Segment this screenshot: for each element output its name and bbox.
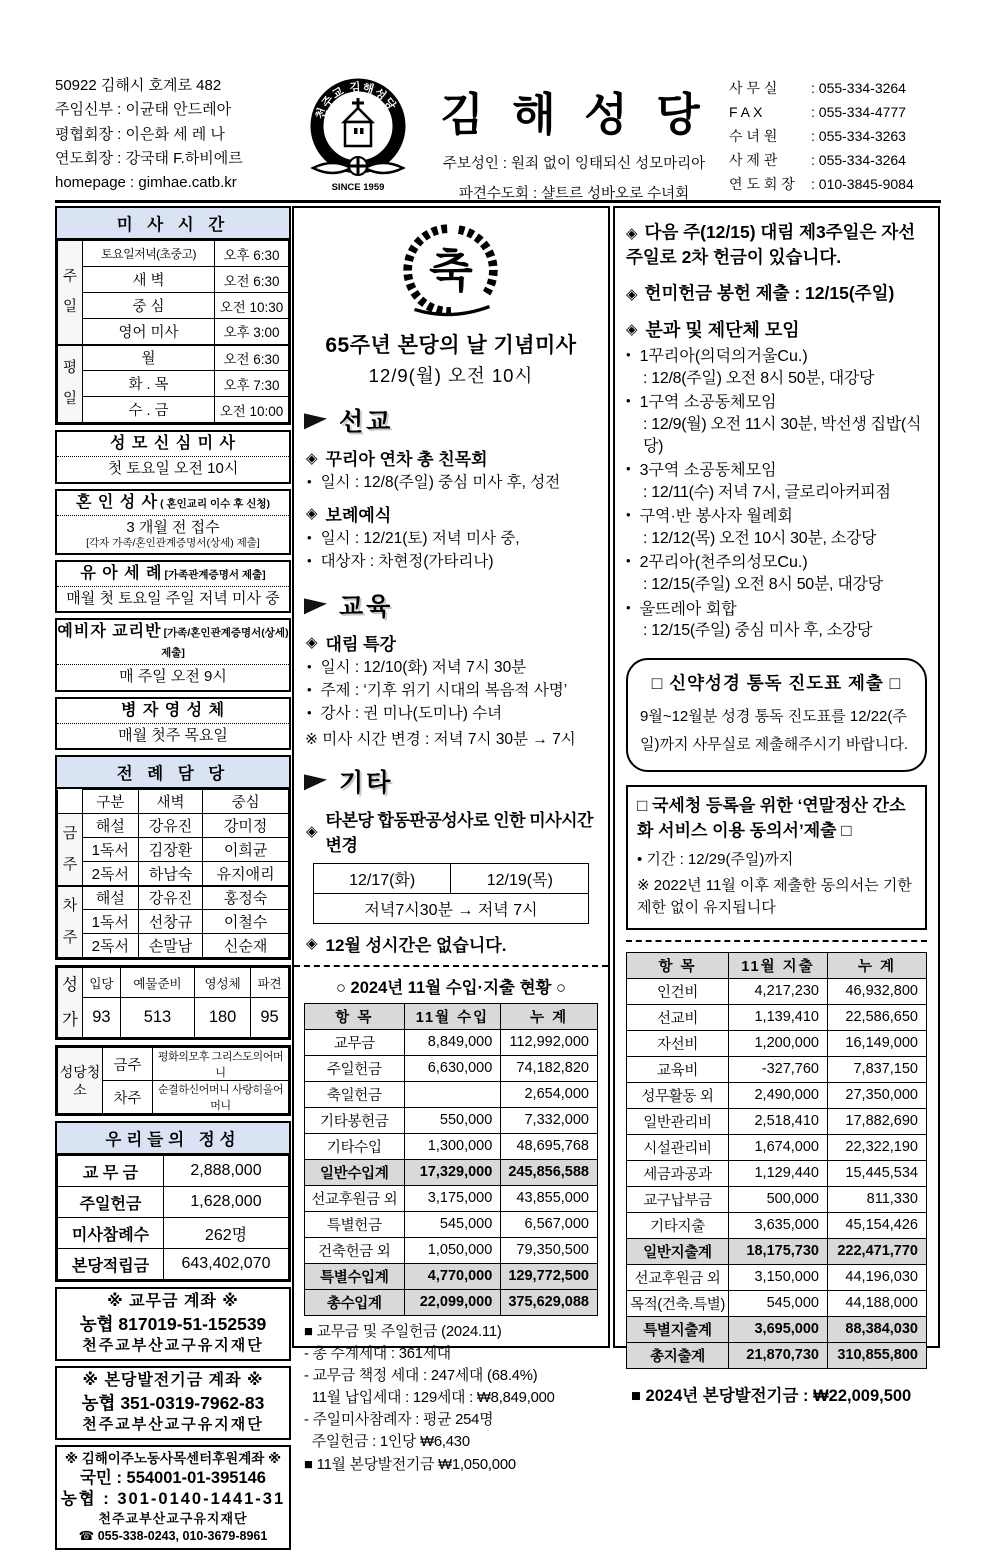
contact-row — [729, 124, 941, 148]
contact-label: 수 녀 원 — [729, 128, 778, 145]
migrant-center-account-box: ※ 김해이주노동사목센터후원계좌 ※ 국민 : 554001-01-395146 농협 : 301-0140-1441-31 천주교부산교구유지재단 ☎ 055-338-0243, 010-3679-8961 — [55, 1445, 291, 1550]
table-row: 성가 입당 예물준비 영성체 파견 — [58, 968, 289, 998]
info-section-box — [55, 618, 291, 692]
liturgy-title: 전 례 담 당 — [57, 757, 289, 789]
mass-times-box — [55, 206, 291, 425]
celebration-wreath-icon — [401, 220, 501, 320]
income-row: 건축헌금 외 1,050,000 79,350,500 — [305, 1237, 598, 1263]
expense-row: 일반관리비 2,518,410 17,882,690 — [627, 1108, 927, 1134]
contact-number: : 010-3845-9084 — [811, 176, 914, 193]
contact-row — [729, 148, 941, 172]
contact-number: : 055-334-4777 — [811, 104, 906, 121]
expense-row: 시설관리비 1,674,000 22,322,190 — [627, 1134, 927, 1160]
info-section-body: 매월 첫주 목요일 — [118, 726, 228, 744]
expense-row: 총지출계 21,870,730 310,855,800 — [627, 1342, 927, 1368]
contact-label: F A X — [729, 104, 763, 121]
hymns-box — [55, 965, 291, 1040]
expense-table — [626, 952, 927, 1369]
finance-title: ○ 2024년 11월 수입·지출 현황 ○ — [335, 978, 566, 997]
table-row: 영어 미사 오후 3:00 — [58, 319, 289, 345]
finance-note-line: 11월 납입세대 : 129세대 : ₩8,849,000 — [304, 1390, 555, 1407]
svg-text:축: 축 — [429, 245, 473, 297]
contact-list — [729, 72, 941, 198]
income-row: 선교후원금 외 3,175,000 43,855,000 — [305, 1185, 598, 1211]
income-row: 주일헌금 6,630,000 74,182,820 — [305, 1055, 598, 1081]
mission-item-curia: ◈ 꾸리아 연차 총 친목회 • 일시 : 12/8(주일) 중심 미사 후, 성전 — [304, 445, 598, 494]
diamond-icon: ◈ — [306, 935, 318, 953]
table-row: 성당청소 금주 평화의모후 그리스도의어머니 — [58, 1048, 289, 1081]
table-row: 새 벽 오전 6:30 — [58, 267, 289, 293]
list-item: • 구역·반 봉사자 월례회 : 12/12(목) 오전 10시 30분, 소강당 — [626, 507, 877, 547]
bullet-line: • 주제 : ‘기후 위기 시대의 복음적 사명’ — [307, 681, 598, 702]
info-section-title: 예비자 교리반 [가족/혼인관계증명서(상세) 제출] — [57, 620, 289, 665]
table-row: 2독서 하남숙 유지애리 — [58, 862, 289, 886]
table-row: 평일 월 오전 6:30 — [58, 345, 289, 371]
contact-number: : 055-334-3264 — [811, 152, 906, 169]
bible-reading-box: □ 신약성경 통독 진도표 제출 □ 9월~12월분 성경 통독 진도표를 12/22(주일)까지 사무실로 제출해주시기 바랍니다. — [626, 658, 927, 773]
development-fund-account-box: ※ 본당발전기금 계좌 ※ 농협 351-0319-7962-83 천주교부산교구유지재단 — [55, 1366, 291, 1440]
tax-consent-box: □ 국세청 등록을 위한 ‘연말정산 간소화 서비스 이용 동의서’제출 □ • 기간 : 12/29(주일)까지 ※ 2022년 11월 이후 제출한 동의서는 기한 제한 없이 유지됩니다 — [626, 785, 927, 930]
bullet-icon: • — [307, 658, 312, 674]
mass-times-table — [57, 240, 289, 423]
bullet-icon: • — [626, 507, 631, 523]
anniversary-title: 65주년 본당의 날 기념미사 — [325, 334, 577, 357]
time-change-table — [313, 863, 589, 924]
anniversary-banner — [304, 216, 598, 388]
weekday-group-label: 평일 — [58, 345, 83, 423]
info-section-body: 3 개월 전 접수 [각자 가족/혼인관계증명서(상세) 제출] — [86, 518, 260, 549]
info-section-box — [55, 430, 291, 484]
expense-row: 선교후원금 외 3,150,000 44,196,030 — [627, 1264, 927, 1290]
finance-note-line: - 총 수계세대 : 361세대 — [304, 1345, 452, 1362]
arrow-icon — [304, 595, 327, 614]
section-heading-etc: 기타 — [304, 763, 598, 799]
right-column — [613, 206, 940, 1405]
table-row: 본당적립금 643,402,070 — [58, 1249, 289, 1280]
income-row: 총수입계 22,099,000 375,629,088 — [305, 1289, 598, 1315]
expense-row: 인건비 4,217,230 46,932,800 — [627, 978, 927, 1004]
svg-text:천주교 김해성당: 천주교 김해성당 — [314, 81, 398, 121]
parish-title-block — [419, 72, 729, 202]
expense-row: 교육비 -327,760 7,837,150 — [627, 1056, 927, 1082]
contact-label: 사 무 실 — [729, 80, 778, 96]
contact-row — [729, 76, 941, 100]
table-row: 주일헌금 1,628,000 — [58, 1187, 289, 1218]
hymns-table — [57, 967, 289, 1038]
table-row: 2독서 손말남 신순재 — [58, 934, 289, 958]
info-sections — [55, 430, 291, 750]
info-section-title: 성 모 신 심 미 사 — [57, 432, 289, 457]
parish-title: 김 해 성 당 — [440, 89, 708, 140]
expense-row: 성무활동 외 2,490,000 27,350,000 — [627, 1082, 927, 1108]
expense-row: 목적(건축.특별) 545,000 44,188,000 — [627, 1290, 927, 1316]
etc-item-time-change: ◈ 타본당 합동판공성사로 인한 미사시간변경 12/17(화) 12/19(목) 저녁7시30분 → 저녁 7시 ◈ 12월 성시간은 없습니다. — [304, 806, 598, 956]
parish-info-line: 주임신부 : 이균태 안드레아 — [55, 101, 232, 119]
expense-row: 자선비 1,200,000 16,149,000 — [627, 1030, 927, 1056]
diamond-icon: ◈ — [306, 822, 318, 840]
bullet-line: • 일시 : 12/10(화) 저녁 7시 30분 — [307, 658, 598, 679]
bullet-line: • 일시 : 12/21(토) 저녁 미사 중, — [307, 529, 598, 550]
cleaning-box — [55, 1045, 291, 1116]
table-row: 화 . 목 오후 7:30 — [58, 371, 289, 397]
bullet-icon: • — [307, 704, 312, 720]
table-row: 1독서 선창규 이철수 — [58, 910, 289, 934]
contact-row — [729, 172, 941, 196]
svg-text:SINCE 1959: SINCE 1959 — [331, 182, 385, 193]
expense-row: 특별지출계 3,695,000 88,384,030 — [627, 1316, 927, 1342]
mass-times-title: 미 사 시 간 — [57, 208, 289, 240]
table-row: 차주 순결하신어머니 사랑히올어머니 — [58, 1081, 289, 1114]
bullet-icon: • — [626, 461, 631, 477]
gyomugeum-account-box: ※ 교무금 계좌 ※ 농협 817019-51-152539 천주교부산교구유지재단 — [55, 1287, 291, 1361]
table-row: 저녁7시30분 → 저녁 7시 — [313, 893, 588, 923]
arrow-icon — [304, 771, 327, 790]
contact-row — [729, 100, 941, 124]
parish-info — [55, 72, 297, 198]
info-section-title: 병 자 영 성 체 — [57, 699, 289, 724]
meetings-list — [626, 346, 927, 642]
parish-info-line: 연도회장 : 강국태 F.하비에르 — [55, 149, 243, 167]
dashed-divider — [626, 940, 927, 942]
finance-notes — [304, 1321, 598, 1476]
parish-info-line: 평협회장 : 이은화 세 레 나 — [55, 125, 225, 143]
finance-note-line: - 교무금 책정 세대 : 247세대 (68.4%) — [304, 1367, 538, 1384]
income-table — [304, 1003, 598, 1316]
table-row: 93 513 180 95 — [58, 998, 289, 1038]
offerings-box — [55, 1121, 291, 1282]
contact-number: : 055-334-3263 — [811, 128, 906, 145]
diamond-icon: ◈ — [626, 225, 638, 242]
diamond-icon: ◈ — [306, 634, 318, 652]
mass-time-change-note: ※ 미사 시간 변경 : 저녁 7시 30분 → 7시 — [305, 730, 576, 748]
list-item: • 울뜨레아 회합 : 12/15(주일) 중심 미사 후, 소강당 — [626, 599, 873, 640]
info-section-title: 혼 인 성 사 ( 혼인교리 이수 후 신청) — [57, 491, 289, 516]
offerings-table — [57, 1155, 289, 1280]
income-row: 특별수입계 4,770,000 129,772,500 — [305, 1263, 598, 1289]
table-row: 교 무 금 2,888,000 — [58, 1156, 289, 1187]
finance-note-line: ■ 교무금 및 주일헌금 (2024.11) — [304, 1323, 502, 1340]
income-row: 기타봉헌금 550,000 7,332,000 — [305, 1107, 598, 1133]
church-emblem-icon — [299, 72, 417, 194]
charity-sunday-notice: ◈ 다음 주(12/15) 대림 제3주일은 자선주일로 2차 헌금이 있습니다. — [626, 222, 916, 268]
arrow-icon — [304, 411, 327, 430]
patron-line: 주보성인 : 원죄 없이 잉태되신 성모마리아 — [442, 156, 706, 172]
list-item: • 3구역 소공동체모임 : 12/11(수) 저녁 7시, 글로리아커피점 — [626, 461, 891, 501]
bullet-icon: • — [626, 347, 631, 363]
expense-row: 교구납부금 500,000 811,330 — [627, 1186, 927, 1212]
table-row: 미사참례수 262명 — [58, 1218, 289, 1249]
bullet-icon: • — [626, 393, 631, 409]
bullet-icon: • — [307, 681, 312, 697]
income-row: 특별헌금 545,000 6,567,000 — [305, 1211, 598, 1237]
info-section-body: 매월 첫 토요일 주일 저녁 미사 중 — [66, 589, 280, 607]
section-heading-mission: 선교 — [304, 402, 598, 438]
income-row: 교무금 8,849,000 112,992,000 — [305, 1029, 598, 1055]
left-column — [55, 206, 291, 1555]
list-item: • 1구역 소공동체모임 : 12/9(월) 오전 11시 30분, 박선생 집밥(식당) — [626, 393, 922, 455]
bullet-icon: • — [626, 553, 631, 569]
order-line: 파견수도회 : 샬트르 성바오로 수녀회 — [458, 186, 690, 202]
info-section-box — [55, 697, 291, 751]
section-heading-education: 교육 — [304, 587, 598, 623]
sunday-group-label: 주일 — [58, 241, 83, 345]
info-section-box — [55, 489, 291, 555]
expense-row: 일반지출계 18,175,730 222,471,770 — [627, 1238, 927, 1264]
liturgy-table — [57, 789, 289, 958]
header-divider — [55, 200, 941, 203]
diamond-icon: ◈ — [306, 449, 318, 467]
no-holy-hour-note: ◈ 12월 성시간은 없습니다. — [306, 935, 507, 955]
bullet-line: • 강사 : 권 미나(도미나) 수녀 — [307, 704, 598, 725]
mission-item-rite: ◈ 보례예식 • 일시 : 12/21(토) 저녁 미사 중, • 대상자 : 차현정(가타리나) — [304, 501, 598, 573]
contact-label: 연 도 회 장 — [729, 176, 795, 193]
diamond-icon: ◈ — [306, 505, 318, 523]
info-section-body: 매 주일 오전 9시 — [119, 668, 227, 686]
bullet-icon: • — [626, 599, 631, 615]
finance-note-line: - 주일미사참례자 : 평균 254명 — [304, 1412, 494, 1429]
expense-row: 기타지출 3,635,000 45,154,426 — [627, 1212, 927, 1238]
finance-note-line: ■ 11월 본당발전기금 ₩1,050,000 — [304, 1456, 516, 1473]
info-section-box — [55, 560, 291, 614]
bullet-line: • 일시 : 12/8(주일) 중심 미사 후, 성전 — [307, 473, 598, 494]
contact-number: : 055-334-3264 — [811, 80, 906, 96]
contact-label: 사 제 관 — [729, 152, 778, 169]
rice-offering-notice: ◈ 헌미헌금 봉헌 제출 : 12/15(주일) — [626, 282, 895, 303]
dashed-divider — [294, 965, 608, 967]
liturgy-box — [55, 755, 291, 960]
table-row: 12/17(화) 12/19(목) — [313, 863, 588, 893]
table-row: 수 . 금 오전 10:00 — [58, 397, 289, 423]
table-row: 중 심 오전 10:30 — [58, 293, 289, 319]
income-row: 축일헌금 2,654,000 — [305, 1081, 598, 1107]
education-item-lecture: ◈ 대림 특강 • 일시 : 12/10(화) 저녁 7시 30분 • 주제 : ‘기후 위기 시대의 복음적 사명’ • 강사 : 권 미나(도미나) 수녀 ※ 미사 시간 변경 : 저녁 7시 30분 → 7시 — [304, 630, 598, 749]
diamond-icon: ◈ — [626, 285, 638, 303]
table-row: 구분 새벽 중심 — [58, 790, 289, 814]
diamond-icon: ◈ — [626, 321, 638, 339]
parish-info-line: 50922 김해시 호계로 482 — [55, 77, 222, 94]
finance-note-line: 주일헌금 : 1인당 ₩6,430 — [304, 1434, 470, 1451]
table-row: 차주 해설 강유진 홍정숙 — [58, 886, 289, 910]
table-row: 1독서 김장환 이희균 — [58, 838, 289, 862]
bulletin-header — [55, 72, 941, 202]
income-row: 일반수입계 17,329,000 245,856,588 — [305, 1159, 598, 1185]
annual-fund-line: ■ 2024년 본당발전기금 : ₩22,009,500 — [631, 1386, 912, 1405]
info-section-title: 유 아 세 례 [가족관계증명서 제출] — [57, 562, 289, 587]
bullet-icon: • — [307, 529, 312, 545]
anniversary-date: 12/9(월) 오전 10시 — [368, 365, 534, 386]
list-item: • 1꾸리아(의덕의거울Cu.) : 12/8(주일) 오전 8시 50분, 대강당 — [626, 347, 875, 387]
bullet-icon: • — [307, 474, 312, 489]
table-row: 주일 토요일저녁(초중고) 오후 6:30 — [58, 241, 289, 267]
parish-emblem — [297, 72, 419, 198]
offerings-title: 우리들의 정성 — [57, 1123, 289, 1155]
income-row: 기타수입 1,300,000 48,695,768 — [305, 1133, 598, 1159]
info-section-body: 첫 토요일 오전 10시 — [107, 460, 239, 477]
bullet-icon: • — [307, 552, 312, 568]
expense-row: 선교비 1,139,410 22,586,650 — [627, 1004, 927, 1030]
cleaning-table — [57, 1047, 289, 1114]
meetings-title: ◈ 분과 및 제단체 모임 — [626, 320, 800, 341]
expense-row: 세금과공과 1,129,440 15,445,534 — [627, 1160, 927, 1186]
table-row: 금주 해설 강유진 강미정 — [58, 814, 289, 838]
list-item: • 2꾸리아(천주의성모Cu.) : 12/15(주일) 오전 8시 50분, 대강당 — [626, 553, 883, 594]
income-header-row: 항 목 11월 수입 누 계 — [305, 1003, 598, 1029]
center-column — [292, 206, 610, 1473]
expense-header-row: 항 목 11월 지출 누 계 — [627, 952, 927, 978]
parish-info-line: homepage : gimhae.catb.kr — [55, 174, 237, 192]
bullet-line: • 대상자 : 차현정(가타리나) — [307, 552, 598, 573]
